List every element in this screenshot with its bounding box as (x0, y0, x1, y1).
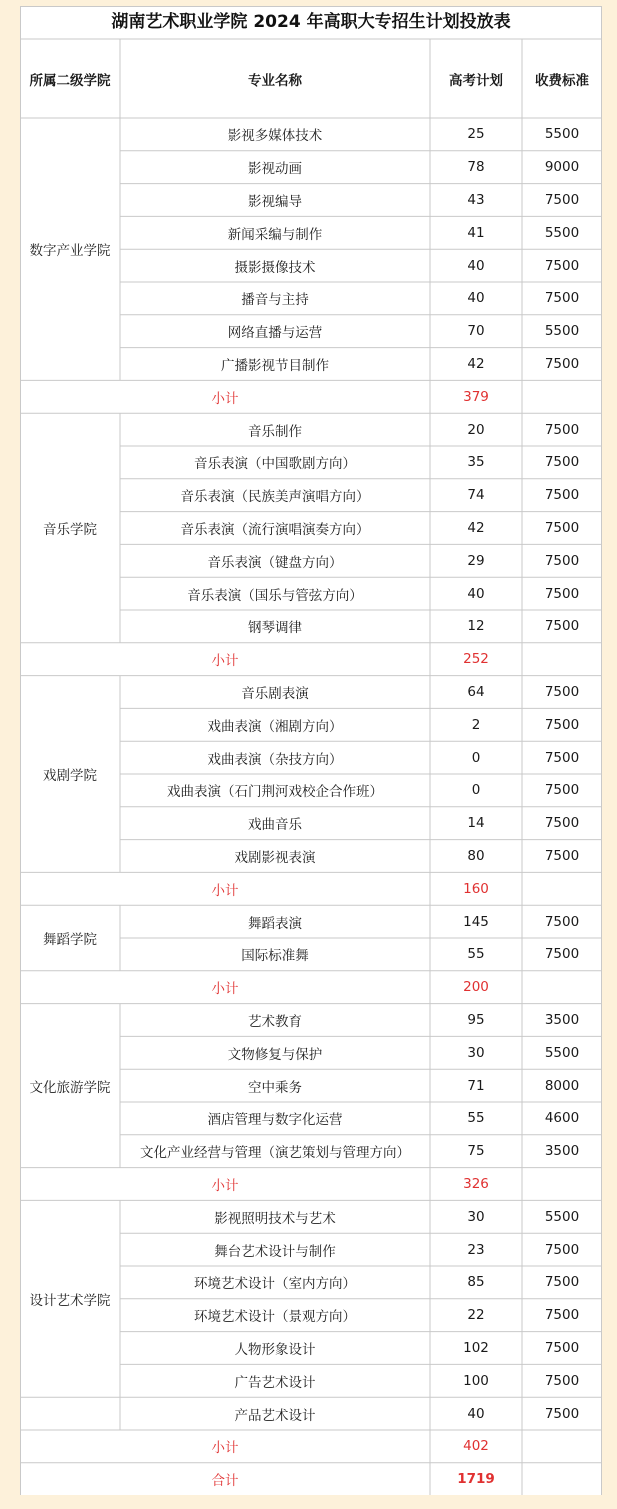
tuition-fee: 5500 (544, 126, 580, 143)
tuition-fee: 7500 (544, 716, 580, 733)
major-name: 音乐剧表演 (241, 685, 309, 702)
college-name: 音乐学院 (43, 521, 97, 538)
header-major: 专业名称 (248, 72, 302, 89)
major-name: 音乐表演（流行演唱演奏方向） (180, 521, 370, 538)
tuition-fee: 5500 (544, 224, 580, 241)
subtotal-label: 小计 (211, 390, 239, 407)
plan-count: 42 (467, 519, 485, 536)
tuition-fee: 8000 (544, 1077, 580, 1094)
plan-count: 95 (467, 1011, 485, 1028)
major-name: 戏剧影视表演 (234, 849, 316, 866)
major-name: 环境艺术设计（室内方向） (194, 1276, 356, 1293)
major-name: 文物修复与保护 (227, 1046, 323, 1063)
plan-count: 41 (467, 224, 485, 241)
plan-count: 42 (467, 355, 485, 372)
tuition-fee: 4600 (544, 1110, 580, 1127)
college-name: 数字产业学院 (29, 243, 111, 260)
plan-count: 40 (467, 257, 485, 274)
major-name: 影视动画 (248, 161, 302, 178)
plan-count: 0 (471, 782, 481, 799)
major-name: 环境艺术设计（景观方向） (194, 1309, 356, 1326)
tuition-fee: 5500 (544, 1044, 580, 1061)
major-name: 戏曲表演（石门荆河戏校企合作班） (167, 784, 383, 801)
major-name: 影视照明技术与艺术 (214, 1210, 336, 1227)
plan-count: 40 (467, 585, 485, 602)
tuition-fee: 7500 (544, 1241, 580, 1258)
tuition-fee: 7500 (544, 913, 580, 930)
major-name: 音乐制作 (248, 423, 302, 440)
major-name: 文化产业经营与管理（演艺策划与管理方向） (140, 1145, 410, 1162)
plan-count: 55 (467, 1110, 485, 1127)
plan-count: 145 (463, 913, 489, 930)
tuition-fee: 9000 (544, 159, 580, 176)
tuition-fee: 5500 (544, 1208, 580, 1225)
tuition-fee: 7500 (544, 782, 580, 799)
major-name: 艺术教育 (248, 1013, 302, 1030)
tuition-fee: 7500 (544, 815, 580, 832)
college-name: 戏剧学院 (43, 767, 97, 784)
major-name: 酒店管理与数字化运营 (207, 1112, 343, 1129)
tuition-fee: 7500 (544, 290, 580, 307)
major-name: 空中乘务 (248, 1079, 302, 1096)
plan-count: 35 (467, 454, 485, 471)
subtotal-value: 326 (463, 1175, 489, 1192)
major-name: 音乐表演（国乐与管弦方向） (187, 587, 363, 604)
tuition-fee: 7500 (544, 454, 580, 471)
college-name: 舞蹈学院 (43, 931, 97, 948)
subtotal-value: 379 (463, 388, 489, 405)
tuition-fee: 7500 (544, 1339, 580, 1356)
major-name: 人物形象设计 (234, 1341, 316, 1358)
tuition-fee: 7500 (544, 1372, 580, 1389)
major-name: 广告艺术设计 (234, 1374, 316, 1391)
page-title: 湖南艺术职业学院 2024 年高职大专招生计划投放表 (111, 12, 511, 32)
tuition-fee: 7500 (544, 552, 580, 569)
plan-count: 100 (463, 1372, 489, 1389)
plan-count: 14 (467, 815, 485, 832)
plan-count: 71 (467, 1077, 485, 1094)
plan-count: 40 (467, 290, 485, 307)
plan-count: 20 (467, 421, 485, 438)
major-name: 广播影视节目制作 (221, 357, 329, 374)
plan-count: 12 (467, 618, 485, 635)
tuition-fee: 3500 (544, 1011, 580, 1028)
tuition-fee: 7500 (544, 683, 580, 700)
plan-count: 64 (467, 683, 485, 700)
plan-count: 29 (467, 552, 485, 569)
subtotal-label: 小计 (211, 882, 239, 899)
college-name: 设计艺术学院 (29, 1292, 111, 1309)
major-name: 新闻采编与制作 (227, 226, 323, 243)
subtotal-label: 小计 (211, 653, 239, 670)
plan-count: 75 (467, 1143, 485, 1160)
total-value: 1719 (457, 1471, 495, 1488)
plan-count: 40 (467, 1405, 485, 1422)
plan-count: 43 (467, 191, 485, 208)
major-name: 影视编导 (248, 193, 302, 210)
tuition-fee: 3500 (544, 1143, 580, 1160)
tuition-fee: 7500 (544, 585, 580, 602)
tuition-fee: 7500 (544, 487, 580, 504)
plan-count: 74 (467, 487, 485, 504)
total-label: 合计 (211, 1473, 239, 1490)
major-name: 摄影摄像技术 (234, 259, 316, 276)
major-name: 网络直播与运营 (227, 325, 323, 342)
major-name: 音乐表演（中国歌剧方向） (194, 456, 356, 473)
major-name: 产品艺术设计 (234, 1407, 316, 1424)
header-fee: 收费标准 (535, 72, 589, 89)
subtotal-value: 252 (463, 651, 489, 668)
plan-count: 55 (467, 946, 485, 963)
plan-count: 2 (471, 716, 481, 733)
major-name: 影视多媒体技术 (227, 128, 323, 145)
plan-count: 70 (467, 323, 485, 340)
college-name: 文化旅游学院 (29, 1079, 111, 1096)
major-name: 播音与主持 (241, 292, 309, 309)
plan-count: 0 (471, 749, 481, 766)
major-name: 戏曲音乐 (248, 817, 302, 834)
plan-table (20, 6, 602, 1495)
tuition-fee: 7500 (544, 355, 580, 372)
plan-count: 80 (467, 847, 485, 864)
major-name: 舞蹈表演 (248, 915, 302, 932)
plan-count: 25 (467, 126, 485, 143)
subtotal-label: 小计 (211, 1440, 239, 1457)
plan-count: 23 (467, 1241, 485, 1258)
major-name: 音乐表演（键盘方向） (207, 554, 343, 571)
tuition-fee: 7500 (544, 519, 580, 536)
plan-count: 30 (467, 1044, 485, 1061)
major-name: 钢琴调律 (248, 620, 302, 637)
major-name: 国际标准舞 (241, 948, 309, 965)
tuition-fee: 5500 (544, 323, 580, 340)
subtotal-value: 200 (463, 979, 489, 996)
plan-count: 30 (467, 1208, 485, 1225)
major-name: 音乐表演（民族美声演唱方向） (180, 489, 370, 506)
plan-count: 85 (467, 1274, 485, 1291)
tuition-fee: 7500 (544, 257, 580, 274)
major-name: 戏曲表演（杂技方向） (207, 751, 343, 768)
plan-count: 22 (467, 1307, 485, 1324)
tuition-fee: 7500 (544, 1274, 580, 1291)
tuition-fee: 7500 (544, 191, 580, 208)
subtotal-label: 小计 (211, 981, 239, 998)
header-plan: 高考计划 (449, 72, 503, 89)
tuition-fee: 7500 (544, 749, 580, 766)
tuition-fee: 7500 (544, 1307, 580, 1324)
major-name: 舞台艺术设计与制作 (214, 1243, 336, 1260)
major-name: 戏曲表演（湘剧方向） (207, 718, 343, 735)
subtotal-value: 160 (463, 880, 489, 897)
plan-count: 102 (463, 1339, 489, 1356)
tuition-fee: 7500 (544, 946, 580, 963)
tuition-fee: 7500 (544, 421, 580, 438)
subtotal-label: 小计 (211, 1177, 239, 1194)
tuition-fee: 7500 (544, 847, 580, 864)
header-college: 所属二级学院 (29, 72, 111, 89)
subtotal-value: 402 (463, 1438, 489, 1455)
plan-count: 78 (467, 159, 485, 176)
tuition-fee: 7500 (544, 1405, 580, 1422)
tuition-fee: 7500 (544, 618, 580, 635)
